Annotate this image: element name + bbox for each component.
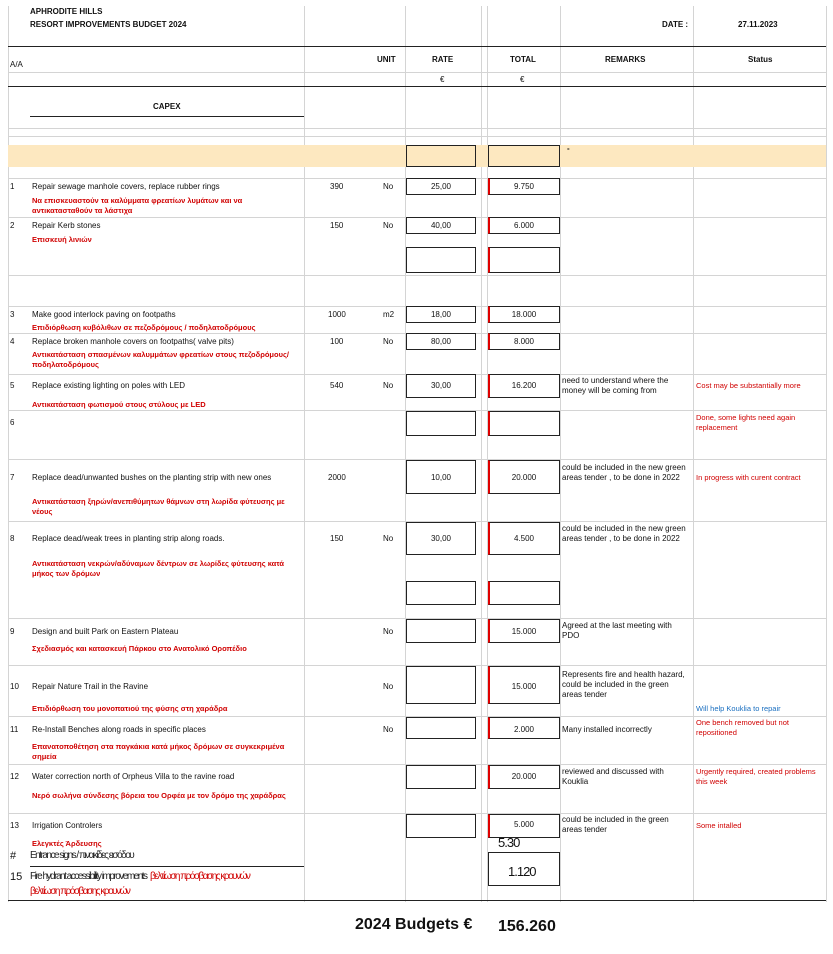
rate-cell (406, 814, 476, 838)
row-total: 16.200 (511, 381, 537, 390)
row-remarks: Agreed at the last meeting with PDO (562, 621, 672, 640)
company-name: APHRODITE HILLS (30, 7, 103, 16)
row-status: Some intalled (696, 821, 742, 830)
row-rate: 80,00 (430, 337, 452, 346)
row-total: 20.000 (511, 473, 537, 482)
document-title: RESORT IMPROVEMENTS BUDGET 2024 (30, 20, 187, 29)
row-unit: No (383, 627, 394, 636)
row-remarks: Represents fire and health hazard, could be included in the green areas tender (562, 670, 685, 699)
row-greek-translation: Επισκευή λινιών (32, 235, 92, 244)
col-header-total: TOTAL (510, 55, 536, 64)
table-bottom-rule (8, 900, 826, 901)
row-total: 2.000 (513, 725, 535, 734)
row-quantity: 150 (330, 534, 344, 543)
row-total: 5.30 (498, 835, 520, 850)
row-greek-translation: Σχεδιασμός και κατασκευή Πάρκου στο Ανατολικό Οροπέδιο (32, 644, 247, 653)
row-total: 18.000 (511, 310, 537, 319)
row-unit: No (383, 221, 394, 230)
row-total: 1.120 (508, 864, 536, 879)
date-value: 27.11.2023 (738, 20, 778, 29)
row-greek-translation: Αντικατάσταση ξηρών/ανεπιθύμητων θάμνων στη λωρίδα φύτευσης με νέους (32, 497, 285, 516)
row-number: 3 (10, 310, 15, 319)
grid-line (8, 6, 9, 902)
row-number: 6 (10, 418, 15, 427)
row-number: 10 (10, 682, 19, 691)
row-greek-translation: Επανατοποθέτηση στα παγκάκια κατά μήκος δρόμων σε συγκεκριμένα σημεία (32, 742, 285, 761)
row-total: 4.500 (513, 534, 535, 543)
row-greek-translation: Να επισκευαστούν τα καλύμματα φρεατίων λυμάτων και να αντικατασταθούν τα λάστιχα (32, 196, 243, 215)
grid-line (304, 6, 305, 902)
row-quantity: 1000 (328, 310, 346, 319)
row-status: Done, some lights need again replacement (696, 413, 796, 432)
row-quantity: 100 (330, 337, 344, 346)
row-unit: No (383, 182, 394, 191)
row-unit: No (383, 725, 394, 734)
total-cell (488, 411, 560, 436)
row-remarks: could be included in the new green areas tender , to be done in 2022 (562, 524, 686, 543)
row-description: Design and built Park on Eastern Plateau (32, 627, 179, 636)
rate-cell (406, 765, 476, 789)
row-remarks: need to understand where the money will be coming from (562, 376, 669, 395)
row-greek-translation: Αντικατάσταση νεκρών/αδύναμων δέντρων σε λωρίδες φύτευσης κατά μήκος των δρόμων (32, 559, 285, 578)
total-currency: € (520, 75, 525, 84)
budget-total-label: 2024 Budgets € (355, 916, 473, 933)
row-total: 8.000 (513, 337, 535, 346)
row-quantity: 540 (330, 381, 344, 390)
row-description: Replace dead/unwanted bushes on the planting strip with new ones (32, 473, 272, 482)
rate-cell (406, 247, 476, 273)
row-number: 1 (10, 182, 15, 191)
row-number: 2 (10, 221, 15, 230)
row-total: 15.000 (511, 627, 537, 636)
row-status: Urgently required, created problems this week (696, 767, 816, 786)
row-unit: No (383, 682, 394, 691)
row-description: Water correction north of Orpheus Villa to the ravine road (32, 772, 235, 781)
row-status: Will help Kouklia to repair (696, 704, 781, 713)
row-number: 13 (10, 821, 19, 830)
row-greek-translation: Επιδιόρθωση του μονοπατιού της φύσης στη χαράδρα (32, 704, 228, 713)
row-number: 15 (10, 871, 23, 883)
row-total: 5.000 (513, 820, 535, 829)
row-rate: 30,00 (430, 381, 452, 390)
row-description: Repair sewage manhole covers, replace rubber rings (32, 182, 220, 191)
grid-line (8, 72, 826, 73)
header-rule (8, 86, 826, 87)
row-unit: No (383, 534, 394, 543)
row-description: Entrance signs / πινακίδες εισόδου (30, 850, 134, 861)
row-status: In progress with curent contract (696, 473, 801, 482)
row-greek-translation: Επιδιόρθωση κυβόλιθων σε πεζοδρόμους / ποδηλατοδρόμους (32, 323, 256, 332)
row-number: 9 (10, 627, 15, 636)
row-rate: 40,00 (430, 221, 452, 230)
grid-line (481, 6, 482, 902)
row-status: Cost may be substantially more (696, 381, 801, 390)
total-cell (488, 581, 560, 605)
row-remarks: could be included in the green areas tender (562, 815, 669, 834)
date-label: DATE : (662, 20, 689, 29)
row-total: 6.000 (513, 221, 535, 230)
row-quantity: 2000 (328, 473, 346, 482)
section-title: CAPEX (153, 102, 181, 111)
row-greek-translation: Ελεγκτές Άρδευσης (32, 839, 102, 848)
row-status: One bench removed but not repositioned (696, 718, 789, 737)
rate-cell (406, 619, 476, 643)
row-unit: No (383, 337, 394, 346)
row-rate: 25,00 (430, 182, 452, 191)
row-quantity: 150 (330, 221, 344, 230)
rate-cell (406, 411, 476, 436)
row-number: 12 (10, 772, 19, 781)
row-total: 15.000 (511, 682, 537, 691)
grid-line (8, 275, 826, 276)
rate-currency: € (440, 75, 445, 84)
total-cell (488, 247, 560, 273)
row-description: Irrigation Controlers (32, 821, 103, 830)
row-description: Repair Nature Trail in the Ravine (32, 682, 149, 691)
row-description: Repair Kerb stones (32, 221, 101, 230)
grid-line (8, 136, 826, 137)
row-description: Re-Install Benches along roads in specific places (32, 725, 206, 734)
row-number: 7 (10, 473, 15, 482)
row-number: 8 (10, 534, 15, 543)
row-unit: m2 (383, 310, 395, 319)
row-greek-translation: βελτίωση πρόσβασης κρουνών (150, 871, 250, 882)
total-cell (488, 145, 560, 167)
col-header-status: Status (748, 55, 773, 64)
row-greek-translation: Αντικατάσταση φωτισμού στους στύλους με LED (32, 400, 206, 409)
row-number: # (10, 850, 17, 862)
col-header-aa: A/A (10, 60, 23, 69)
budget-total-value: 156.260 (498, 918, 556, 935)
row-rate: 10,00 (430, 473, 452, 482)
row-description: Fire hydrant accessibility improvements (30, 871, 147, 882)
row-number: 5 (10, 381, 15, 390)
row-rate: 30,00 (430, 534, 452, 543)
row-rate: 18,00 (430, 310, 452, 319)
row-total: 20.000 (511, 772, 537, 781)
row-greek-translation: βελτίωση πρόσβασης κρουνών (30, 886, 130, 897)
row-remarks: reviewed and discussed with Kouklia (562, 767, 664, 786)
row-description: Replace dead/weak trees in planting strip along roads. (32, 534, 225, 543)
rate-cell (406, 581, 476, 605)
row-quantity: 390 (330, 182, 344, 191)
grid-line (8, 128, 826, 129)
row-remarks: could be included in the new green areas tender , to be done in 2022 (562, 463, 686, 482)
row-greek-translation: Αντικατάσταση σπασμένων καλυμμάτων φρεατίων στους πεζοδρόμους/ποδηλατοδρόμους (32, 350, 289, 369)
grid-line (30, 866, 304, 867)
row-total: 9.750 (513, 182, 535, 191)
grid-line (693, 6, 694, 902)
row-greek-translation: Νερό σωλήνα σύνδεσης βόρεια του Ορφέα με τον δρόμο της χαράδρας (32, 791, 286, 800)
band-mark: - (567, 144, 570, 153)
col-header-unit: UNIT (377, 55, 396, 64)
row-description: Replace broken manhole covers on footpaths( valve pits) (32, 337, 234, 346)
rate-cell (406, 717, 476, 739)
rate-cell (406, 145, 476, 167)
grid-line (560, 6, 561, 902)
row-unit: No (383, 381, 394, 390)
row-description: Replace existing lighting on poles with LED (32, 381, 185, 390)
row-number: 4 (10, 337, 15, 346)
row-description: Make good interlock paving on footpaths (32, 310, 176, 319)
rate-cell (406, 666, 476, 704)
row-remarks: Many installed incorrectly (562, 725, 652, 734)
grid-line (826, 6, 827, 902)
row-number: 11 (10, 725, 19, 734)
header-rule (8, 46, 826, 47)
section-underline (30, 116, 304, 117)
col-header-remarks: REMARKS (605, 55, 646, 64)
col-header-rate: RATE (432, 55, 454, 64)
